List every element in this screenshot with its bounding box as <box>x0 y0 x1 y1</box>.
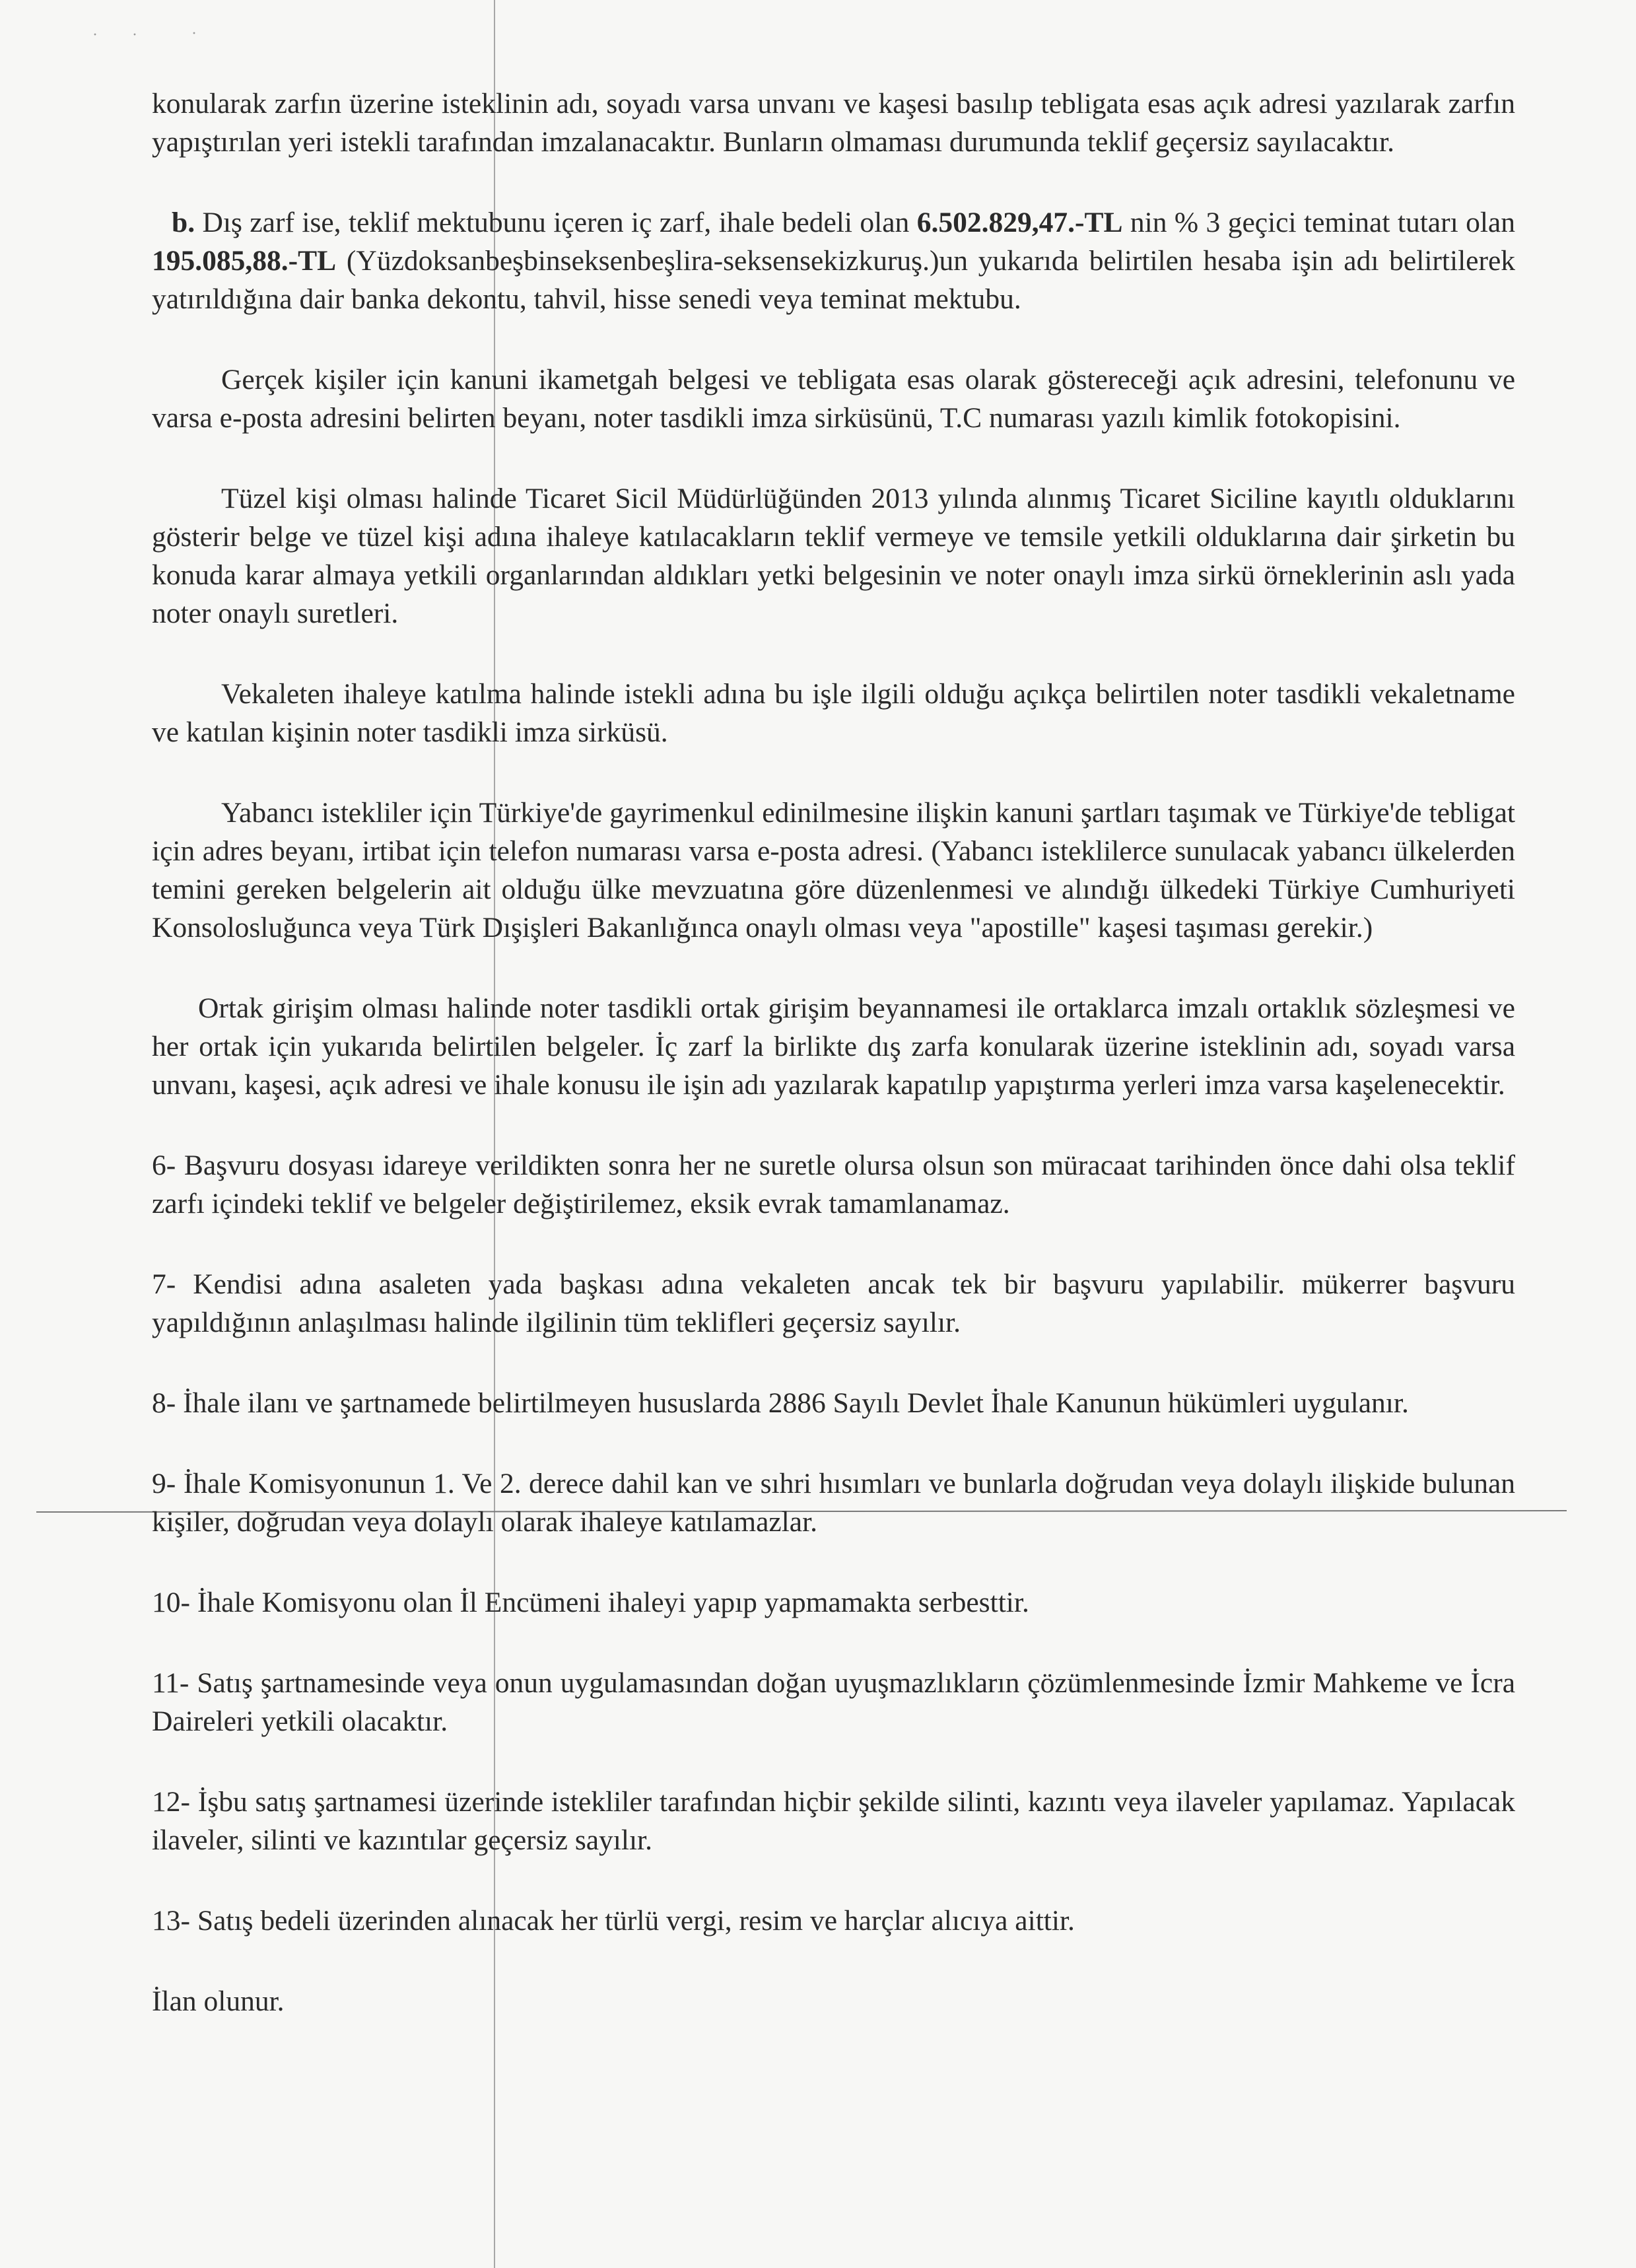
paragraph-b-text-2: nin % 3 geçici teminat tutarı olan <box>1130 207 1515 238</box>
list-item-7 <box>152 1265 1515 1342</box>
list-item-10 <box>152 1583 1515 1622</box>
item-number: 7- <box>152 1268 176 1300</box>
tender-amount: 6.502.829,47.-TL <box>916 207 1123 238</box>
list-item-6 <box>152 1146 1515 1223</box>
item-number: 11- <box>152 1667 189 1699</box>
list-item-9 <box>152 1464 1515 1541</box>
list-item-8 <box>152 1384 1515 1422</box>
paragraph-continuation: konularak zarfın üzerine isteklinin adı, soyadı varsa unvanı ve kaşesi basılıp tebligata esas açık adresi yazılarak zarfın yapıştırılan yeri istekli tarafından imzalanacaktır. Bunların olmaması durumunda teklif geçersiz sayılacaktır. <box>152 88 1515 158</box>
item-text: Satış bedeli üzerinden alınacak her türlü vergi, resim ve harçlar alıcıya aittir. <box>197 1905 1075 1937</box>
paragraph-gercek-kisiler: Gerçek kişiler için kanuni ikametgah belgesi ve tebligata esas olarak göstereceği açık adresini, telefonunu ve varsa e-posta adresini belirten beyanı, noter tasdikli imza sirküsünü, T.C numarası yazılı kimlik fotokopisini. <box>152 364 1515 434</box>
item-number: 8- <box>152 1387 176 1419</box>
paragraph-b-text-1: Dış zarf ise, teklif mektubunu içeren iç zarf, ihale bedeli olan <box>202 207 910 238</box>
item-number: 12- <box>152 1786 190 1818</box>
list-item-12 <box>152 1783 1515 1859</box>
item-text: İhale ilanı ve şartnamede belirtilmeyen hususlarda 2886 Sayılı Devlet İhale Kanunun hükümleri uygulanır. <box>183 1387 1409 1419</box>
item-number: 13- <box>152 1905 190 1937</box>
item-number: 9- <box>152 1468 176 1499</box>
item-number: 6- <box>152 1150 176 1181</box>
scan-speck: · <box>132 26 137 44</box>
list-item-11 <box>152 1664 1515 1740</box>
paragraph-yabanci: Yabancı istekliler için Türkiye'de gayrimenkul edinilmesine ilişkin kanuni şartları taşımak ve Türkiye'de tebligat için adres beyanı, irtibat için telefon numarası varsa e-posta adresi. (Yabancı isteklilerce sunulacak yabancı ülkelerden temini gereken belgelerin ait olduğu ülke mevzuatına göre düzenlenmesi ve alındığı ülkedeki Türkiye Cumhuriyeti Konsolosluğunca veya Türk Dışişleri Bakanlığınca onaylı olması veya "apostille" kaşesi taşıması gerekir.) <box>152 797 1515 944</box>
paragraph-vekaleten: Vekaleten ihaleye katılma halinde istekli adına bu işle ilgili olduğu açıkça belirtilen noter tasdikli vekaletname ve katılan kişinin noter tasdikli imza sirküsü. <box>152 678 1515 748</box>
paragraph-ortak-girisim: Ortak girişim olması halinde noter tasdikli ortak girişim beyannamesi ile ortaklarca imzalı ortaklık sözleşmesi ve her ortak için yukarıda belirtilen belgeler. İç zarf la birlikte dış zarfa konularak üzerine isteklinin adı, soyadı varsa unvanı, kaşesi, açık adresi ve ihale konusu ile işin adı yazılarak kapatılıp yapıştırma yerleri imza varsa kaşelenecektir. <box>152 992 1515 1101</box>
item-text: Satış şartnamesinde veya onun uygulamasından doğan uyuşmazlıkların çözümlenmesinde İzmir Mahkeme ve İcra Daireleri yetkili olacaktır. <box>152 1667 1516 1737</box>
item-text: Kendisi adına asaleten yada başkası adına vekaleten ancak tek bir başvuru yapılabilir. mükerrer başvuru yapıldığının anlaşılması halinde ilgilinin tüm teklifleri geçersiz sayılır. <box>152 1268 1515 1338</box>
paragraph-b <box>152 203 1515 318</box>
paragraph-b-text-3: (Yüzdoksanbeşbinseksenbeşlira-seksensekizkuruş.)un yukarıda belirtilen hesaba işin adı belirtilerek yatırıldığına dair banka dekontu, tahvil, hisse senedi veya teminat mektubu. <box>152 245 1515 315</box>
paragraph-tuzel-kisi: Tüzel kişi olması halinde Ticaret Sicil Müdürlüğünden 2013 yılında alınmış Ticaret Siciline kayıtlı olduklarını gösterir belge ve tüzel kişi adına ihaleye katılacakların teklif vermeye ve temsile yetkili olduklarına dair şirketin bu konuda karar almaya yetkili organlarından aldıkları yetki belgesinin ve noter onaylı imza sirkü örneklerinin aslı yada noter onaylı suretleri. <box>152 483 1515 629</box>
scan-speck: · <box>92 26 98 44</box>
item-text: İhale Komisyonu olan İl Encümeni ihaleyi yapıp yapmamakta serbesttir. <box>197 1587 1029 1618</box>
guarantee-amount: 195.085,88.-TL <box>152 245 337 277</box>
item-text: Başvuru dosyası idareye verildikten sonra her ne suretle olursa olsun son müracaat tarihinden önce dahi olsa teklif zarfı içindeki teklif ve belgeler değiştirilemez, eksik evrak tamamlanamaz. <box>152 1150 1516 1220</box>
document-body <box>152 85 1515 2063</box>
scan-speck: · <box>191 25 197 42</box>
paragraph-b-label: b. <box>172 207 195 238</box>
list-item-13 <box>152 1902 1515 1940</box>
item-text: İşbu satış şartnamesi üzerinde istekliler tarafından hiçbir şekilde silinti, kazıntı veya ilaveler yapılamaz. Yapılacak ilaveler, silinti ve kazıntılar geçersiz sayılır. <box>152 1786 1515 1856</box>
item-number: 10- <box>152 1587 190 1618</box>
item-text: İhale Komisyonunun 1. Ve 2. derece dahil kan ve sıhri hısımları ve bunlarla doğrudan veya dolaylı ilişkide bulunan kişiler, doğrudan veya dolaylı olarak ihaleye katılamazlar. <box>152 1468 1516 1538</box>
closing-line: İlan olunur. <box>152 1985 285 2017</box>
